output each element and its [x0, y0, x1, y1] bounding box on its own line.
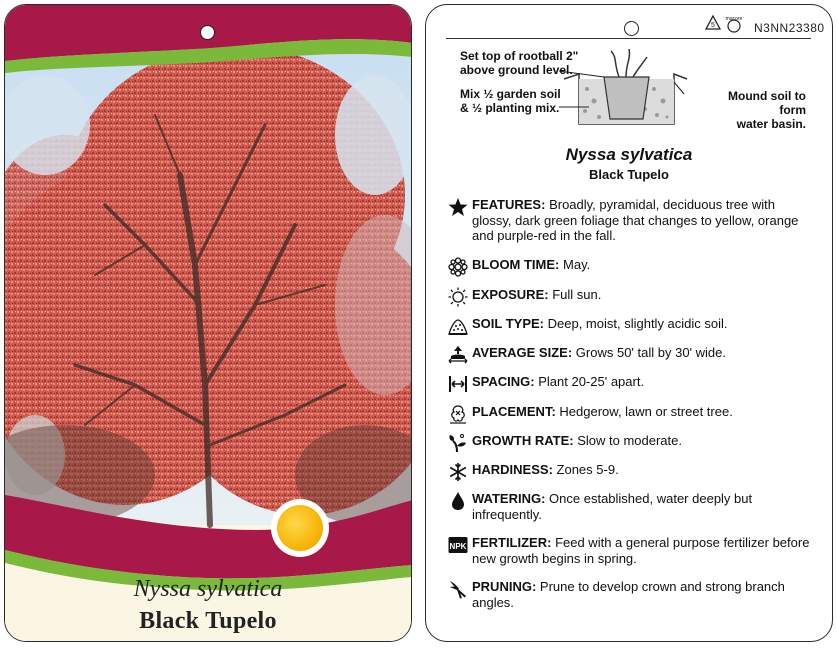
info-row-average-size: AVERAGE SIZE: Grows 50' tall by 30' wide.: [448, 345, 818, 361]
planting-diagram: [559, 49, 689, 129]
snowflake-icon: [448, 462, 468, 482]
soil-pile-icon: [448, 316, 468, 336]
svg-text:5: 5: [711, 22, 715, 29]
info-row-fertilizer: NPK FERTILIZER: Feed with a general purpose fertilizer before new growth begins in spring.: [449, 535, 810, 566]
info-row-hardiness: HARDINESS: Zones 5-9.: [448, 462, 818, 478]
tree-photo: [5, 5, 412, 642]
sun-outline-icon: [448, 287, 468, 307]
info-row-placement: PLACEMENT: Hedgerow, lawn or street tree.: [448, 404, 818, 420]
diagram-note-soil-mix: Mix ½ garden soil & ½ planting mix.: [460, 87, 561, 115]
info-row-bloom-time: BLOOM TIME: May.: [448, 257, 818, 273]
info-row-growth-rate: GROWTH RATE: Slow to moderate.: [448, 433, 818, 449]
hang-hole: [624, 21, 639, 36]
plant-tag-front: [4, 4, 412, 642]
recycle-icon: [703, 13, 749, 35]
info-row-soil-type: SOIL TYPE: Deep, moist, slightly acidic soil.: [448, 316, 818, 332]
divider: [446, 38, 811, 39]
botanical-name: Nyssa sylvatica: [133, 576, 283, 602]
info-row-watering: WATERING: Once established, water deeply but infrequently.: [448, 491, 818, 522]
back-common-name: Black Tupelo: [589, 167, 669, 182]
diagram-note-rootball: Set top of rootball 2" above ground level.: [460, 49, 579, 77]
info-row-pruning: PRUNING: Prune to develop crown and strong branch angles.: [448, 579, 818, 610]
sprout-icon: [448, 433, 468, 453]
info-row-spacing: SPACING: Plant 20-25' apart.: [448, 374, 818, 390]
diagram-note-mound: Mound soil to form water basin.: [728, 89, 806, 131]
hang-hole: [200, 25, 215, 40]
back-botanical-name: Nyssa sylvatica: [565, 145, 693, 164]
star-icon: [448, 197, 468, 217]
flower-icon: [448, 257, 468, 277]
npk-fertilizer-icon: [448, 535, 468, 555]
info-row-features: FEATURES: Broadly, pyramidal, deciduous tree with glossy, dark green foliage that changes to yellow, orange and purple-red in the fall.: [448, 197, 818, 244]
plant-tag-back: [425, 4, 833, 642]
plant-size-arrows-icon: [448, 345, 468, 365]
pruning-shears-icon: [448, 579, 468, 599]
svg-text:NPK: NPK: [449, 542, 467, 551]
svg-text:macore: macore: [725, 16, 743, 22]
product-code: N3NN23380: [754, 21, 825, 35]
info-row-exposure: EXPOSURE: Full sun.: [448, 287, 818, 303]
shrub-placement-icon: [448, 404, 468, 424]
water-drop-icon: [448, 491, 468, 511]
common-name: Black Tupelo: [139, 608, 277, 634]
spacing-arrows-icon: [448, 374, 468, 394]
full-sun-icon: [277, 505, 323, 551]
